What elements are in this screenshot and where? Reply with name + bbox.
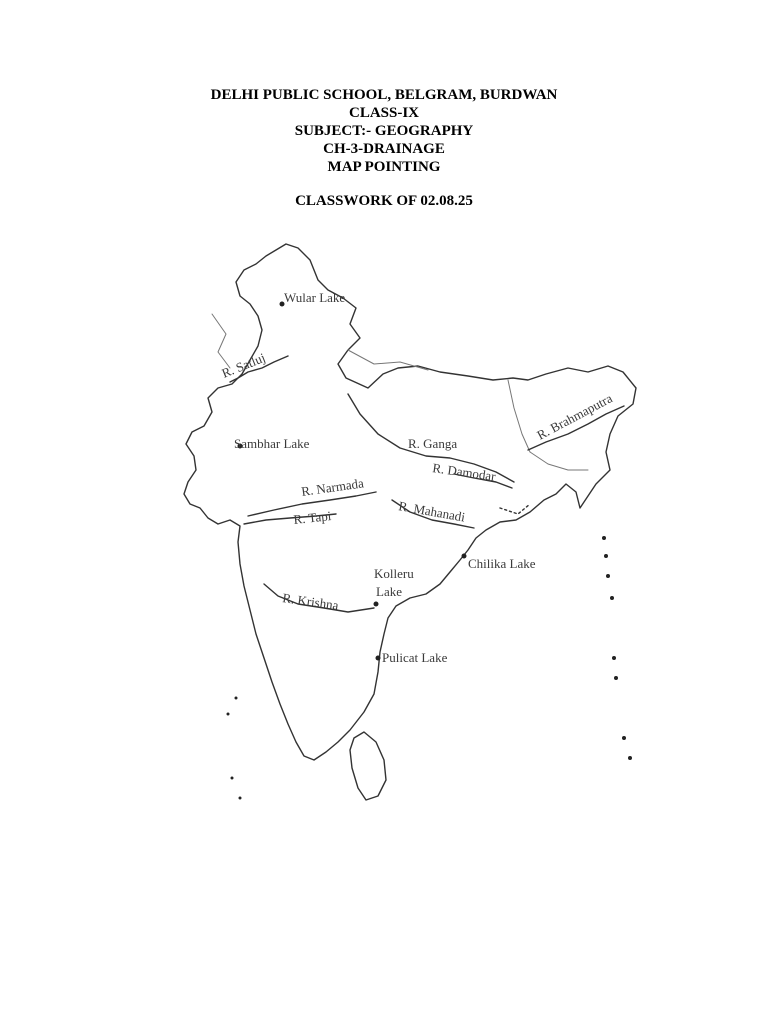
label-narmada: R. Narmada — [300, 475, 365, 499]
sri-lanka-outline — [350, 732, 386, 800]
task-line: MAP POINTING — [327, 159, 441, 175]
label-chilika-lake: Chilika Lake — [468, 556, 536, 571]
map-drawing — [178, 238, 646, 818]
label-wular-lake: Wular Lake — [284, 290, 346, 305]
india-drainage-map — [178, 238, 646, 818]
label-kolleru-line1: Kolleru — [374, 566, 414, 581]
chapter-line: CH-3-DRAINAGE — [323, 141, 445, 157]
label-pulicat-lake: Pulicat Lake — [382, 650, 448, 665]
label-kolleru-line2: Lake — [376, 584, 402, 599]
label-tapi: R. Tapi — [292, 508, 332, 527]
label-mahanadi: R. Mahanadi — [397, 498, 467, 525]
label-sambhar-lake: Sambhar Lake — [234, 436, 310, 451]
label-ganga: R. Ganga — [408, 436, 458, 451]
classwork-date: CLASSWORK OF 02.08.25 — [295, 193, 473, 209]
school-name: DELHI PUBLIC SCHOOL, BELGRAM, BURDWAN — [210, 87, 558, 103]
document-header — [0, 86, 768, 210]
label-damodar: R. Damodar — [431, 460, 497, 484]
subject-line: SUBJECT:- GEOGRAPHY — [294, 123, 474, 139]
label-krishna: R. Krishna — [281, 590, 340, 613]
label-brahmaputra: R. Brahmaputra — [534, 390, 615, 443]
class-name: CLASS-IX — [348, 105, 420, 121]
label-satluj: R. Satluj — [219, 349, 268, 381]
